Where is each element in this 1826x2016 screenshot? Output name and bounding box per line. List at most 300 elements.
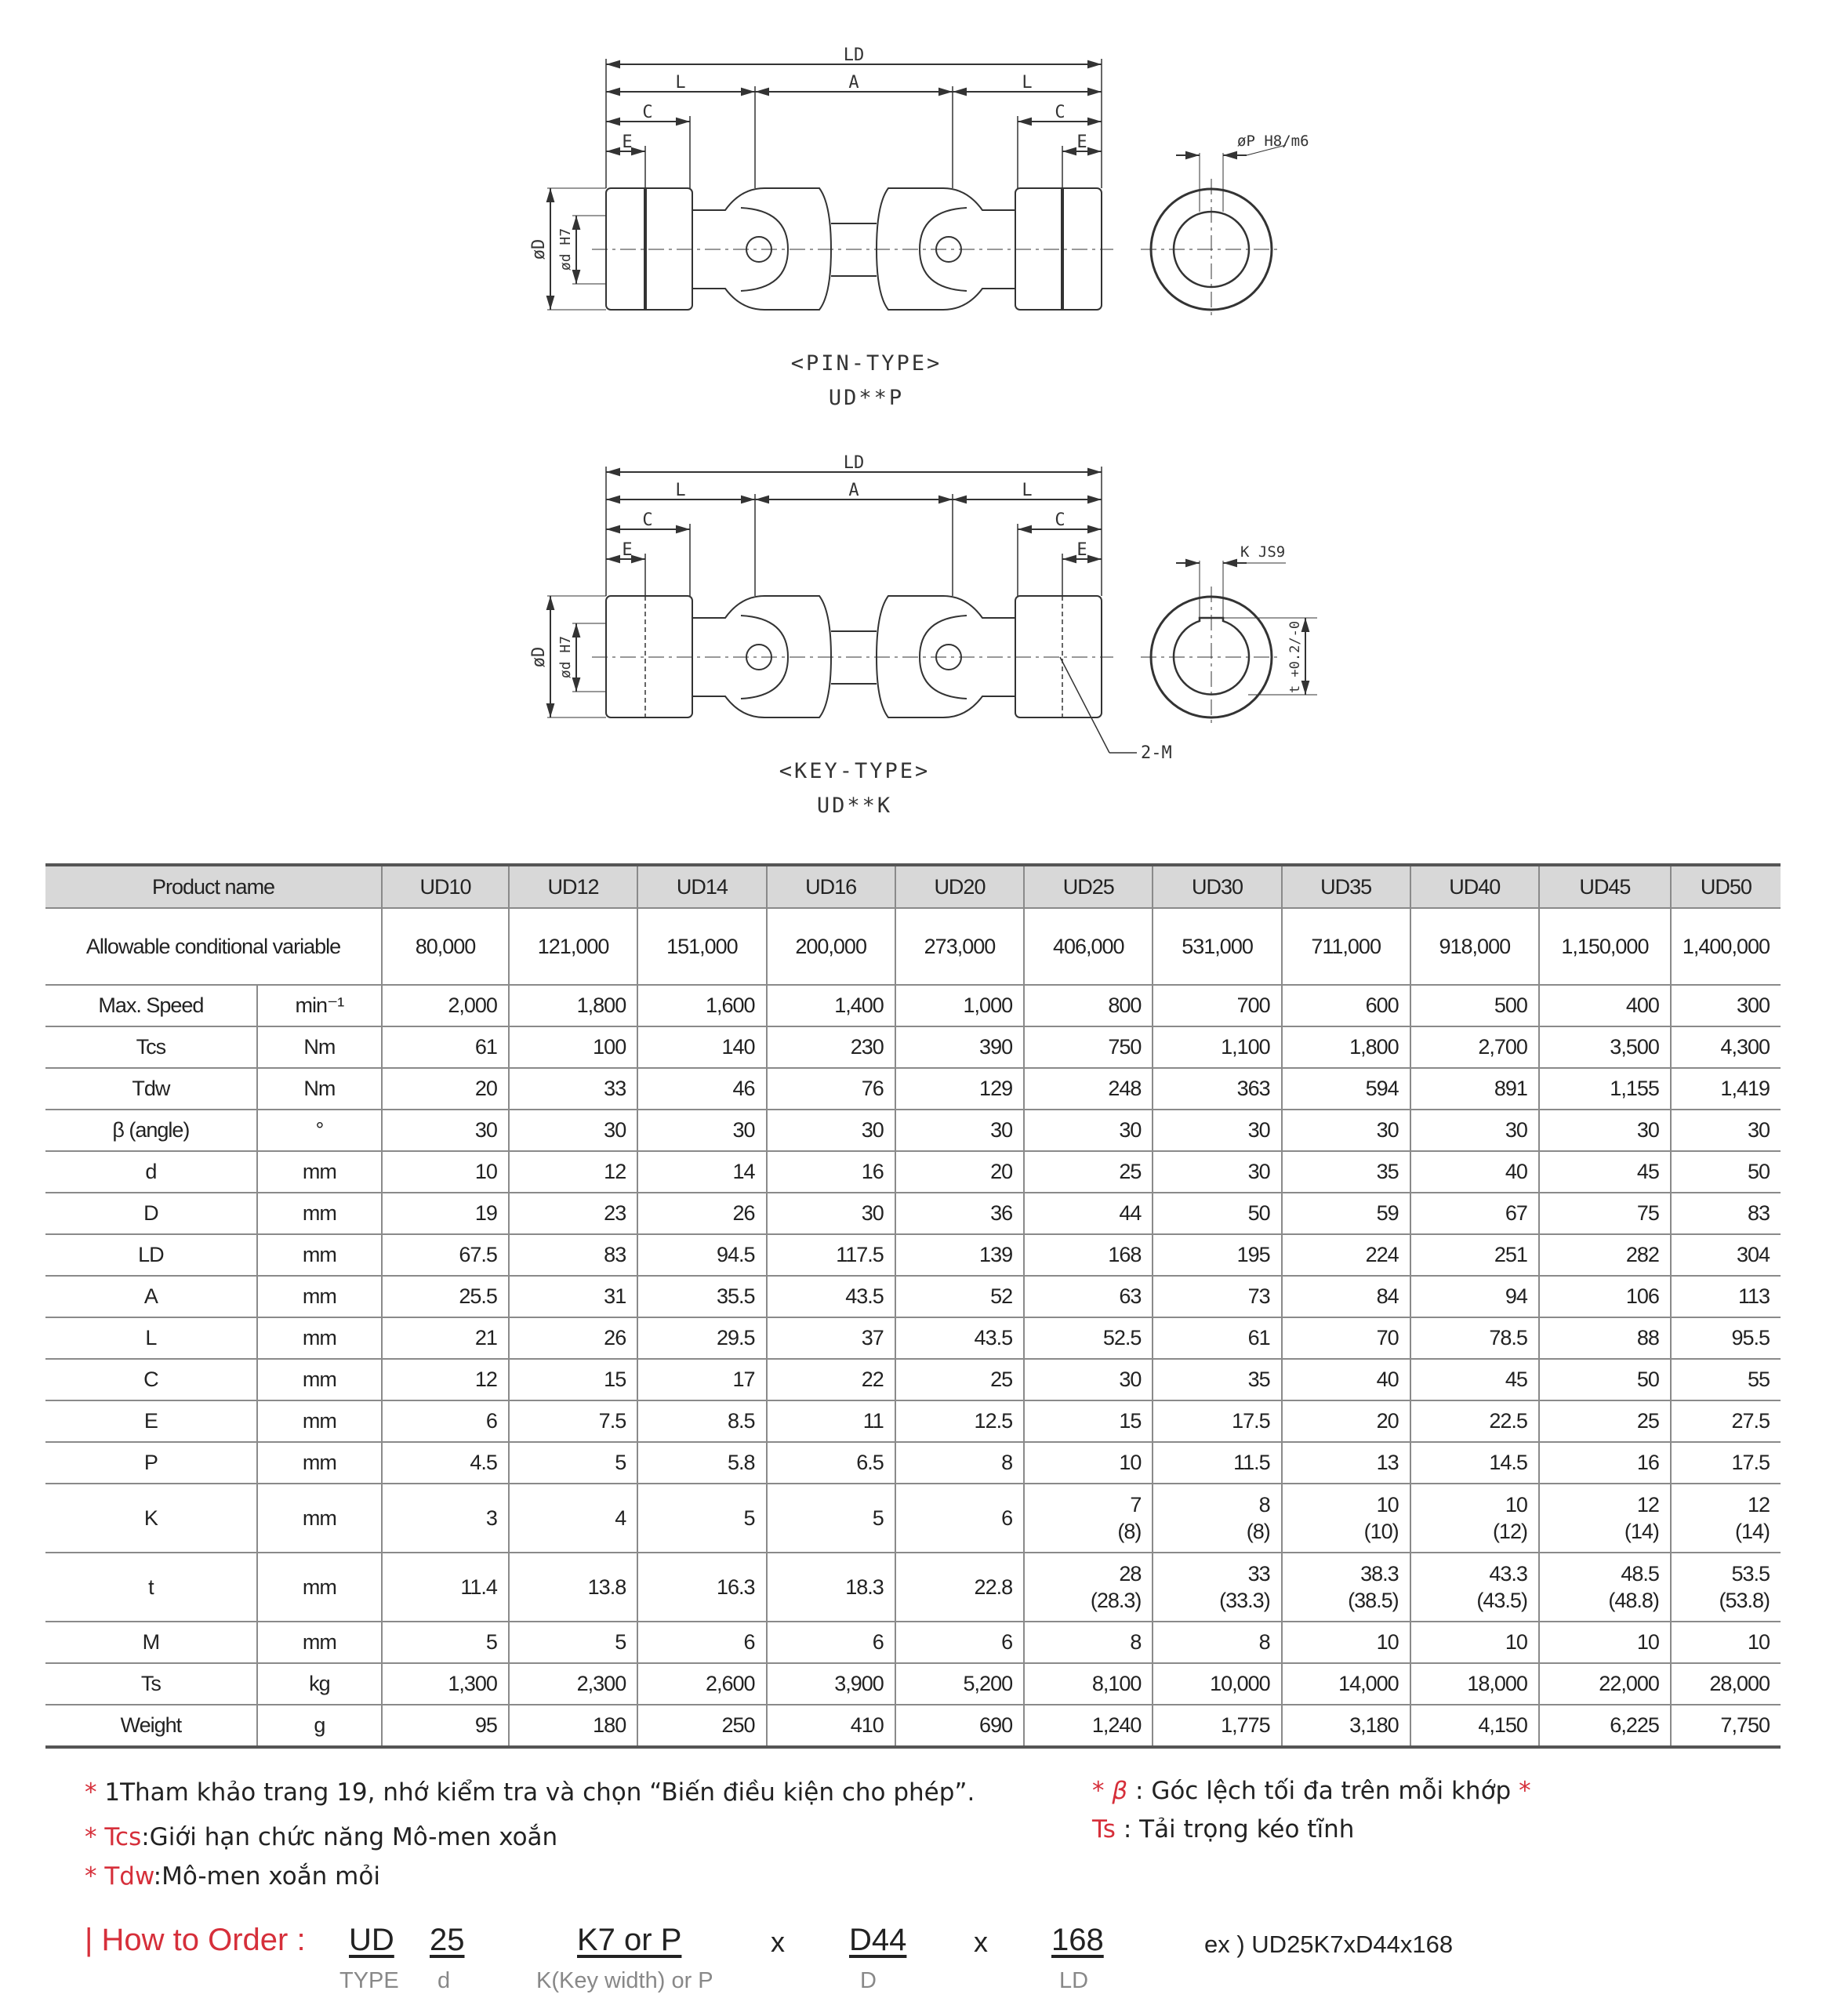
table-cell: 363 xyxy=(1153,1068,1281,1110)
table-cell xyxy=(1282,1484,1410,1553)
table-cell: 15 xyxy=(509,1359,637,1400)
key-type-model: UD**K xyxy=(816,794,893,818)
cell-alt-value: (33.3) xyxy=(1219,1589,1270,1612)
table-cell: 46 xyxy=(637,1068,766,1110)
table-row xyxy=(45,1068,1781,1110)
table-cell: 3,180 xyxy=(1282,1705,1410,1747)
table-cell: 8,100 xyxy=(1024,1663,1153,1705)
table-cell: 67 xyxy=(1410,1193,1539,1234)
order-od-value: D44 xyxy=(849,1923,907,1957)
table-cell: 800 xyxy=(1024,985,1153,1026)
table-row-t xyxy=(45,1553,1781,1622)
cell-value: 18.3 xyxy=(845,1575,884,1599)
table-row xyxy=(45,1026,1781,1068)
note-4-star2: * xyxy=(1519,1777,1531,1805)
table-cell: 50 xyxy=(1153,1193,1281,1234)
table-cell xyxy=(509,1553,637,1622)
row-label: M xyxy=(45,1622,257,1663)
technical-drawings xyxy=(0,0,1826,855)
table-cell: 531,000 xyxy=(1153,908,1281,985)
cell-alt-value: (14) xyxy=(1734,1520,1770,1543)
table-cell: 18,000 xyxy=(1410,1663,1539,1705)
note-3-key: Tdw xyxy=(104,1862,154,1891)
table-cell xyxy=(1671,1553,1781,1622)
table-cell: 45 xyxy=(1539,1151,1671,1193)
table-cell: 250 xyxy=(637,1705,766,1747)
cell-alt-value: (48.8) xyxy=(1608,1589,1659,1612)
table-cell: 304 xyxy=(1671,1234,1781,1276)
table-cell: 12 xyxy=(509,1151,637,1193)
table-cell: 140 xyxy=(637,1026,766,1068)
table-cell: 6 xyxy=(637,1622,766,1663)
table-cell: 7,750 xyxy=(1671,1705,1781,1747)
table-cell: 22.5 xyxy=(1410,1400,1539,1442)
table-cell: 5 xyxy=(382,1622,509,1663)
table-cell xyxy=(1539,1484,1671,1553)
model-header: UD16 xyxy=(767,865,895,908)
table-cell: 19 xyxy=(382,1193,509,1234)
table-cell: 25 xyxy=(1024,1151,1153,1193)
table-cell: 224 xyxy=(1282,1234,1410,1276)
table-cell: 83 xyxy=(509,1234,637,1276)
table-cell: 30 xyxy=(382,1110,509,1151)
pin-bore-label: øP H8/m6 xyxy=(1237,133,1309,150)
note-3-star: * xyxy=(85,1862,97,1891)
note-4-key: β xyxy=(1112,1777,1128,1805)
table-cell: 10 xyxy=(382,1151,509,1193)
cell-value: 6 xyxy=(1001,1506,1013,1530)
pin-odh7-label: ød H7 xyxy=(557,227,574,271)
table-cell: 94 xyxy=(1410,1276,1539,1317)
table-cell: 1,240 xyxy=(1024,1705,1153,1747)
row-unit: kg xyxy=(257,1663,382,1705)
table-cell: 200,000 xyxy=(767,908,895,985)
table-cell: 6 xyxy=(895,1622,1024,1663)
key-ld-label: LD xyxy=(843,453,865,473)
table-cell: 30 xyxy=(1539,1110,1671,1151)
table-cell: 73 xyxy=(1153,1276,1281,1317)
cell-value: 33 xyxy=(1247,1562,1270,1586)
note-2-text: :Giới hạn chức năng Mô-men xoắn xyxy=(141,1823,558,1851)
row-label: E xyxy=(45,1400,257,1442)
table-row xyxy=(45,1234,1781,1276)
table-cell: 1,400,000 xyxy=(1671,908,1781,985)
table-cell: 30 xyxy=(767,1110,895,1151)
table-cell: 5 xyxy=(509,1442,637,1484)
cell-value: 10 xyxy=(1505,1493,1527,1517)
table-cell: 17.5 xyxy=(1153,1400,1281,1442)
key-keyway-label: K JS9 xyxy=(1240,543,1286,561)
table-cell: 1,600 xyxy=(637,985,766,1026)
cell-value: 16.3 xyxy=(716,1575,755,1599)
note-3 xyxy=(85,1862,380,1891)
table-cell: 139 xyxy=(895,1234,1024,1276)
table-cell: 11 xyxy=(767,1400,895,1442)
table-cell xyxy=(382,1484,509,1553)
table-cell: 95.5 xyxy=(1671,1317,1781,1359)
row-label: D xyxy=(45,1193,257,1234)
note-1 xyxy=(85,1778,975,1807)
table-cell: 61 xyxy=(382,1026,509,1068)
row-unit: g xyxy=(257,1705,382,1747)
pin-type-drawing xyxy=(547,59,1286,320)
row-label: P xyxy=(45,1442,257,1484)
table-cell: 30 xyxy=(895,1110,1024,1151)
key-e-left-label: E xyxy=(622,540,633,560)
table-row xyxy=(45,1400,1781,1442)
table-cell: 59 xyxy=(1282,1193,1410,1234)
order-title-text: | How to Order : xyxy=(85,1923,306,1957)
table-cell: 44 xyxy=(1024,1193,1153,1234)
order-d-value: 25 xyxy=(430,1923,465,1957)
table-cell xyxy=(1153,1553,1281,1622)
table-cell: 2,300 xyxy=(509,1663,637,1705)
row-label: Allowable conditional variable xyxy=(45,908,382,985)
key-type-drawing xyxy=(547,467,1317,753)
table-row-allowable xyxy=(45,908,1781,985)
cell-value: 5 xyxy=(743,1506,755,1530)
key-c-right-label: C xyxy=(1055,510,1065,530)
table-cell xyxy=(637,1553,766,1622)
note-5-text: : Tải trọng kéo tĩnh xyxy=(1123,1815,1355,1843)
model-header: UD40 xyxy=(1410,865,1539,908)
table-cell: 248 xyxy=(1024,1068,1153,1110)
cell-value: 12 xyxy=(1636,1493,1659,1517)
cell-value: 10 xyxy=(1376,1493,1399,1517)
pin-a-label: A xyxy=(848,73,859,93)
table-cell: 28,000 xyxy=(1671,1663,1781,1705)
model-header: UD25 xyxy=(1024,865,1153,908)
table-cell xyxy=(1024,1553,1153,1622)
table-cell: 10,000 xyxy=(1153,1663,1281,1705)
cell-alt-value: (8) xyxy=(1117,1520,1142,1543)
order-d-sub: d xyxy=(437,1968,451,1993)
table-cell: 94.5 xyxy=(637,1234,766,1276)
table-row-k xyxy=(45,1484,1781,1553)
table-cell: 40 xyxy=(1282,1359,1410,1400)
order-title xyxy=(85,1923,306,1958)
cell-alt-value: (43.5) xyxy=(1476,1589,1527,1612)
table-cell: 8.5 xyxy=(637,1400,766,1442)
row-unit: mm xyxy=(257,1276,382,1317)
note-1-text: 1Tham khảo trang 19, nhớ kiểm tra và chọn “Biến điều kiện cho phép”. xyxy=(104,1778,975,1807)
cell-value: 53.5 xyxy=(1731,1562,1770,1586)
cell-alt-value: (12) xyxy=(1492,1520,1527,1543)
row-label: Weight xyxy=(45,1705,257,1747)
pin-od-label: øD xyxy=(529,238,549,260)
table-cell: 30 xyxy=(1153,1151,1281,1193)
cell-value: 11.4 xyxy=(460,1575,497,1599)
row-unit: min⁻¹ xyxy=(257,985,382,1026)
key-c-left-label: C xyxy=(642,510,653,530)
cell-value: 22.8 xyxy=(974,1575,1013,1599)
table-cell: 8 xyxy=(1153,1622,1281,1663)
row-label: C xyxy=(45,1359,257,1400)
table-cell: 20 xyxy=(895,1151,1024,1193)
table-cell: 78.5 xyxy=(1410,1317,1539,1359)
table-cell xyxy=(509,1484,637,1553)
table-cell: 29.5 xyxy=(637,1317,766,1359)
note-4 xyxy=(1092,1777,1531,1805)
table-cell xyxy=(895,1484,1024,1553)
table-cell: 12 xyxy=(382,1359,509,1400)
order-k-value: K7 or P xyxy=(577,1923,682,1957)
table-row xyxy=(45,1193,1781,1234)
table-cell: 31 xyxy=(509,1276,637,1317)
spec-table xyxy=(45,863,1781,1749)
table-cell: 40 xyxy=(1410,1151,1539,1193)
table-cell: 106 xyxy=(1539,1276,1671,1317)
table-cell: 10 xyxy=(1024,1442,1153,1484)
row-label: Max. Speed xyxy=(45,985,257,1026)
pin-c-left-label: C xyxy=(642,103,653,122)
order-sep-2: x xyxy=(974,1926,988,1958)
order-k-sub: K(Key width) or P xyxy=(536,1968,713,1993)
table-cell: 10 xyxy=(1671,1622,1781,1663)
table-cell: 33 xyxy=(509,1068,637,1110)
table-cell: 5,200 xyxy=(895,1663,1024,1705)
row-label: A xyxy=(45,1276,257,1317)
pin-ld-label: LD xyxy=(843,45,865,65)
table-row xyxy=(45,1151,1781,1193)
row-unit: mm xyxy=(257,1553,382,1622)
row-unit: ° xyxy=(257,1110,382,1151)
model-header: UD14 xyxy=(637,865,766,908)
table-cell: 100 xyxy=(509,1026,637,1068)
table-cell xyxy=(1410,1553,1539,1622)
table-cell: 6 xyxy=(767,1622,895,1663)
table-cell: 891 xyxy=(1410,1068,1539,1110)
table-cell: 1,419 xyxy=(1671,1068,1781,1110)
table-cell: 95 xyxy=(382,1705,509,1747)
row-label: t xyxy=(45,1553,257,1622)
table-cell: 195 xyxy=(1153,1234,1281,1276)
table-cell: 500 xyxy=(1410,985,1539,1026)
table-cell: 6.5 xyxy=(767,1442,895,1484)
table-cell: 113 xyxy=(1671,1276,1781,1317)
cell-alt-value: (38.5) xyxy=(1348,1589,1399,1612)
table-row xyxy=(45,1276,1781,1317)
table-cell: 2,600 xyxy=(637,1663,766,1705)
cell-value: 38.3 xyxy=(1360,1562,1399,1586)
table-cell xyxy=(767,1484,895,1553)
table-cell: 30 xyxy=(1282,1110,1410,1151)
table-cell: 4.5 xyxy=(382,1442,509,1484)
table-cell: 17 xyxy=(637,1359,766,1400)
table-cell: 14.5 xyxy=(1410,1442,1539,1484)
note-5 xyxy=(1092,1815,1354,1843)
model-header: UD50 xyxy=(1671,865,1781,908)
table-cell: 26 xyxy=(637,1193,766,1234)
row-unit: mm xyxy=(257,1193,382,1234)
table-cell: 2,000 xyxy=(382,985,509,1026)
table-cell: 22,000 xyxy=(1539,1663,1671,1705)
table-cell: 27.5 xyxy=(1671,1400,1781,1442)
table-cell xyxy=(1024,1484,1153,1553)
table-cell: 4,300 xyxy=(1671,1026,1781,1068)
note-4-text: : Góc lệch tối đa trên mỗi khớp xyxy=(1135,1777,1512,1805)
table-cell: 1,300 xyxy=(382,1663,509,1705)
table-cell: 45 xyxy=(1410,1359,1539,1400)
table-cell: 30 xyxy=(1024,1359,1153,1400)
table-cell: 17.5 xyxy=(1671,1442,1781,1484)
table-cell: 6 xyxy=(382,1400,509,1442)
key-t-label: t +0.2/-0 xyxy=(1287,620,1303,694)
key-a-label: A xyxy=(848,481,859,500)
table-cell: 50 xyxy=(1539,1359,1671,1400)
table-cell: 13 xyxy=(1282,1442,1410,1484)
table-cell: 16 xyxy=(767,1151,895,1193)
key-l-right-label: L xyxy=(1022,481,1033,500)
table-cell: 1,400 xyxy=(767,985,895,1026)
table-cell: 30 xyxy=(1671,1110,1781,1151)
key-l-left-label: L xyxy=(675,481,686,500)
table-cell: 1,800 xyxy=(1282,1026,1410,1068)
table-row xyxy=(45,1317,1781,1359)
table-cell: 30 xyxy=(1410,1110,1539,1151)
order-example: ex ) UD25K7xD44x168 xyxy=(1204,1931,1454,1958)
table-cell: 30 xyxy=(1153,1110,1281,1151)
table-cell xyxy=(767,1553,895,1622)
table-cell: 30 xyxy=(767,1193,895,1234)
row-label: β (angle) xyxy=(45,1110,257,1151)
table-row xyxy=(45,985,1781,1026)
table-cell: 75 xyxy=(1539,1193,1671,1234)
table-cell: 1,775 xyxy=(1153,1705,1281,1747)
table-row xyxy=(45,1663,1781,1705)
note-1-star: * xyxy=(85,1778,97,1807)
order-type-sub: TYPE xyxy=(339,1968,399,1993)
table-cell xyxy=(1539,1553,1671,1622)
order-sep-1: x xyxy=(771,1926,785,1958)
note-4-star: * xyxy=(1092,1777,1105,1805)
table-cell: 690 xyxy=(895,1705,1024,1747)
table-cell: 8 xyxy=(895,1442,1024,1484)
row-unit: mm xyxy=(257,1484,382,1553)
table-cell: 1,000 xyxy=(895,985,1024,1026)
table-cell: 61 xyxy=(1153,1317,1281,1359)
row-unit: mm xyxy=(257,1317,382,1359)
row-label: Ts xyxy=(45,1663,257,1705)
table-cell: 43.5 xyxy=(895,1317,1024,1359)
table-cell: 63 xyxy=(1024,1276,1153,1317)
cell-alt-value: (14) xyxy=(1624,1520,1659,1543)
pin-type-model: UD**P xyxy=(828,386,905,410)
cell-alt-value: (28.3) xyxy=(1090,1589,1142,1612)
row-label: Tdw xyxy=(45,1068,257,1110)
cell-value: 43.3 xyxy=(1489,1562,1527,1586)
model-header: UD45 xyxy=(1539,865,1671,908)
order-ld-value: 168 xyxy=(1051,1923,1104,1957)
table-cell: 8 xyxy=(1024,1622,1153,1663)
cell-alt-value: (10) xyxy=(1363,1520,1399,1543)
table-cell: 410 xyxy=(767,1705,895,1747)
key-e-right-label: E xyxy=(1076,540,1087,560)
table-cell: 50 xyxy=(1671,1151,1781,1193)
table-cell: 600 xyxy=(1282,985,1410,1026)
table-row xyxy=(45,1705,1781,1747)
table-cell: 5.8 xyxy=(637,1442,766,1484)
table-cell xyxy=(895,1553,1024,1622)
table-cell: 400 xyxy=(1539,985,1671,1026)
row-unit: Nm xyxy=(257,1068,382,1110)
pin-e-right-label: E xyxy=(1076,133,1087,152)
row-label: L xyxy=(45,1317,257,1359)
table-cell: 22 xyxy=(767,1359,895,1400)
note-2-star: * xyxy=(85,1823,97,1851)
table-cell: 80,000 xyxy=(382,908,509,985)
row-unit: mm xyxy=(257,1622,382,1663)
table-cell: 117.5 xyxy=(767,1234,895,1276)
key-odh7-label: ød H7 xyxy=(557,635,574,679)
order-ld-sub: LD xyxy=(1059,1968,1089,1993)
table-cell: 180 xyxy=(509,1705,637,1747)
table-cell: 20 xyxy=(1282,1400,1410,1442)
table-cell: 70 xyxy=(1282,1317,1410,1359)
cell-value: 48.5 xyxy=(1621,1562,1659,1586)
key-screw-label: 2-M xyxy=(1141,743,1172,763)
table-cell: 168 xyxy=(1024,1234,1153,1276)
table-cell: 21 xyxy=(382,1317,509,1359)
table-cell: 282 xyxy=(1539,1234,1671,1276)
table-cell: 26 xyxy=(509,1317,637,1359)
table-cell: 711,000 xyxy=(1282,908,1410,985)
table-cell: 88 xyxy=(1539,1317,1671,1359)
table-cell xyxy=(382,1553,509,1622)
table-cell: 67.5 xyxy=(382,1234,509,1276)
table-cell: 251 xyxy=(1410,1234,1539,1276)
table-cell: 20 xyxy=(382,1068,509,1110)
cell-value: 28 xyxy=(1119,1562,1142,1586)
cell-value: 4 xyxy=(615,1506,626,1530)
row-unit: mm xyxy=(257,1442,382,1484)
table-cell xyxy=(1671,1484,1781,1553)
table-cell: 918,000 xyxy=(1410,908,1539,985)
row-label: Tcs xyxy=(45,1026,257,1068)
cell-value: 13.8 xyxy=(587,1575,626,1599)
table-cell: 16 xyxy=(1539,1442,1671,1484)
table-cell: 3,900 xyxy=(767,1663,895,1705)
table-cell: 52 xyxy=(895,1276,1024,1317)
table-cell: 25.5 xyxy=(382,1276,509,1317)
cell-alt-value: (8) xyxy=(1246,1520,1270,1543)
table-cell: 12.5 xyxy=(895,1400,1024,1442)
pin-type-caption: <PIN-TYPE> xyxy=(790,351,942,376)
table-cell: 14 xyxy=(637,1151,766,1193)
table-cell: 10 xyxy=(1410,1622,1539,1663)
table-cell: 35 xyxy=(1153,1359,1281,1400)
table-cell: 23 xyxy=(509,1193,637,1234)
table-cell: 1,150,000 xyxy=(1539,908,1671,985)
table-cell: 129 xyxy=(895,1068,1024,1110)
key-type-caption: <KEY-TYPE> xyxy=(779,759,931,783)
table-cell: 151,000 xyxy=(637,908,766,985)
row-label: LD xyxy=(45,1234,257,1276)
table-cell: 35 xyxy=(1282,1151,1410,1193)
cell-value: 3 xyxy=(485,1506,497,1530)
table-row xyxy=(45,1442,1781,1484)
cell-value: 7 xyxy=(1130,1493,1142,1517)
table-cell: 37 xyxy=(767,1317,895,1359)
table-cell: 2,700 xyxy=(1410,1026,1539,1068)
table-cell: 3,500 xyxy=(1539,1026,1671,1068)
note-2-key: Tcs xyxy=(104,1823,142,1851)
table-cell: 4,150 xyxy=(1410,1705,1539,1747)
table-cell: 15 xyxy=(1024,1400,1153,1442)
table-cell: 25 xyxy=(1539,1400,1671,1442)
table-cell: 5 xyxy=(509,1622,637,1663)
table-cell: 1,155 xyxy=(1539,1068,1671,1110)
